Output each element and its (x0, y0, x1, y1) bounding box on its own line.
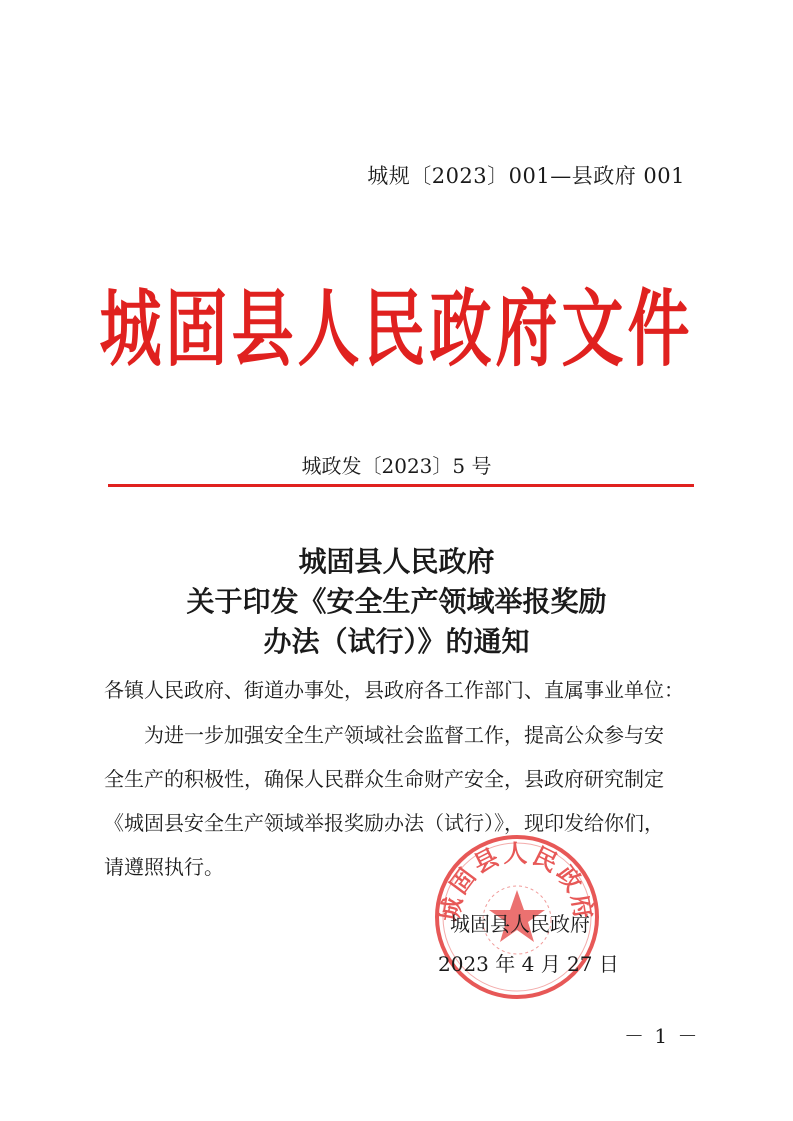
body-line-1: 为进一步加强安全生产领域社会监督工作，提高公众参与安 (144, 723, 664, 747)
notice-title-line-1: 城固县人民政府 (298, 545, 495, 578)
page-number: － 1 － (624, 1024, 700, 1048)
document-number: 城政发〔2023〕5 号 (301, 454, 492, 478)
red-divider-line (108, 484, 694, 487)
notice-title-line-3: 办法（试行）》的通知 (263, 625, 530, 658)
masthead-title: 城固县人民政府文件 (99, 279, 694, 379)
notice-title-line-2: 关于印发《安全生产领域举报奖励 (186, 585, 607, 618)
body-line-3: 《城固县安全生产领域举报奖励办法（试行）》，现印发给你们， (104, 811, 664, 835)
signer: 城固县人民政府 (450, 912, 590, 936)
document-code: 城规〔2023〕001—县政府 001 (367, 164, 685, 188)
addressee: 各镇人民政府、街道办事处，县政府各工作部门、直属事业单位： (104, 678, 684, 702)
sign-date: 2023 年 4 月 27 日 (438, 952, 619, 976)
body-line-4: 请遵照执行。 (104, 855, 224, 879)
body-line-2: 全生产的积极性，确保人民群众生命财产安全，县政府研究制定 (104, 767, 664, 791)
seal-text: 城固县人民政府 (435, 839, 599, 924)
